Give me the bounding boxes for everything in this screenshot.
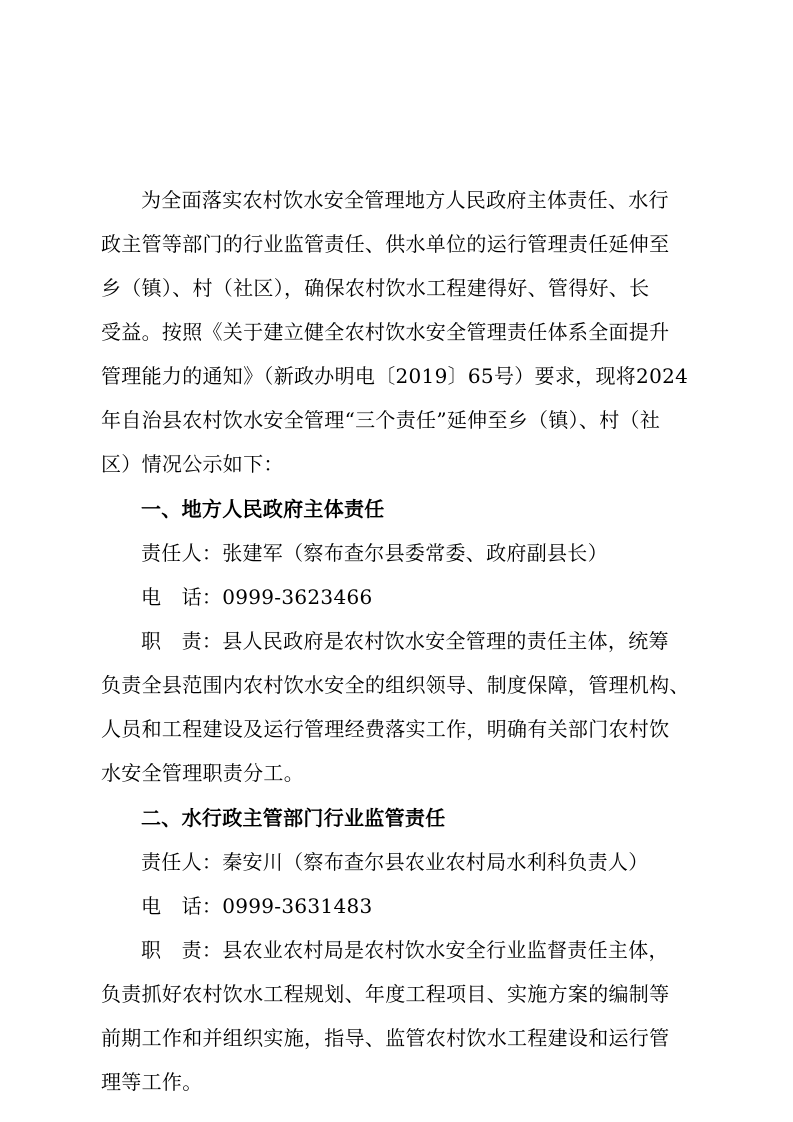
section2-duty-line-1: 职 责：县农业农村局是农村饮水安全行业监督责任主体， [141,938,669,962]
section2-person: 责任人：秦安川（察布查尔县农业农村局水利科负责人） [141,850,649,874]
section1-heading: 一、地方人民政府主体责任 [141,497,385,521]
intro-line-2: 政主管等部门的行业监管责任、供水单位的运行管理责任延伸至 [101,232,670,256]
section2-duty-line-2: 负责抓好农村饮水工程规划、年度工程项目、实施方案的编制等 [101,982,670,1006]
intro-line-4: 受益。按照《关于建立健全农村饮水安全管理责任体系全面提升 [101,320,670,344]
section1-duty-line-4: 水安全管理职责分工。 [101,761,304,785]
section2-phone: 电 话：0999-3631483 [141,894,373,918]
section1-duty-line-1: 职 责：县人民政府是农村饮水安全管理的责任主体，统筹 [141,629,669,653]
intro-line-3: 乡（镇）、村（社区），确保农村饮水工程建得好、管得好、长 [101,276,650,300]
intro-line-7: 区）情况公示如下： [101,452,284,476]
section1-duty-line-2: 负责全县范围内农村饮水安全的组织领导、制度保障，管理机构、 [101,673,690,697]
intro-line-1: 为全面落实农村饮水安全管理地方人民政府主体责任、水行 [141,188,669,212]
section1-duty-line-3: 人员和工程建设及运行管理经费落实工作，明确有关部门农村饮 [101,717,670,741]
section2-heading: 二、水行政主管部门行业监管责任 [141,806,446,830]
intro-line-5: 管理能力的通知》（新政办明电〔2019〕65号）要求，现将2024 [101,364,689,388]
section1-phone: 电 话：0999-3623466 [141,585,373,609]
section2-duty-line-3: 前期工作和并组织实施，指导、监管农村饮水工程建设和运行管 [101,1026,670,1050]
section1-person: 责任人：张建军（察布查尔县委常委、政府副县长） [141,541,608,565]
section2-duty-line-4: 理等工作。 [101,1070,203,1094]
intro-line-6: 年自治县农村饮水安全管理“三个责任”延伸至乡（镇）、村（社 [101,408,661,432]
